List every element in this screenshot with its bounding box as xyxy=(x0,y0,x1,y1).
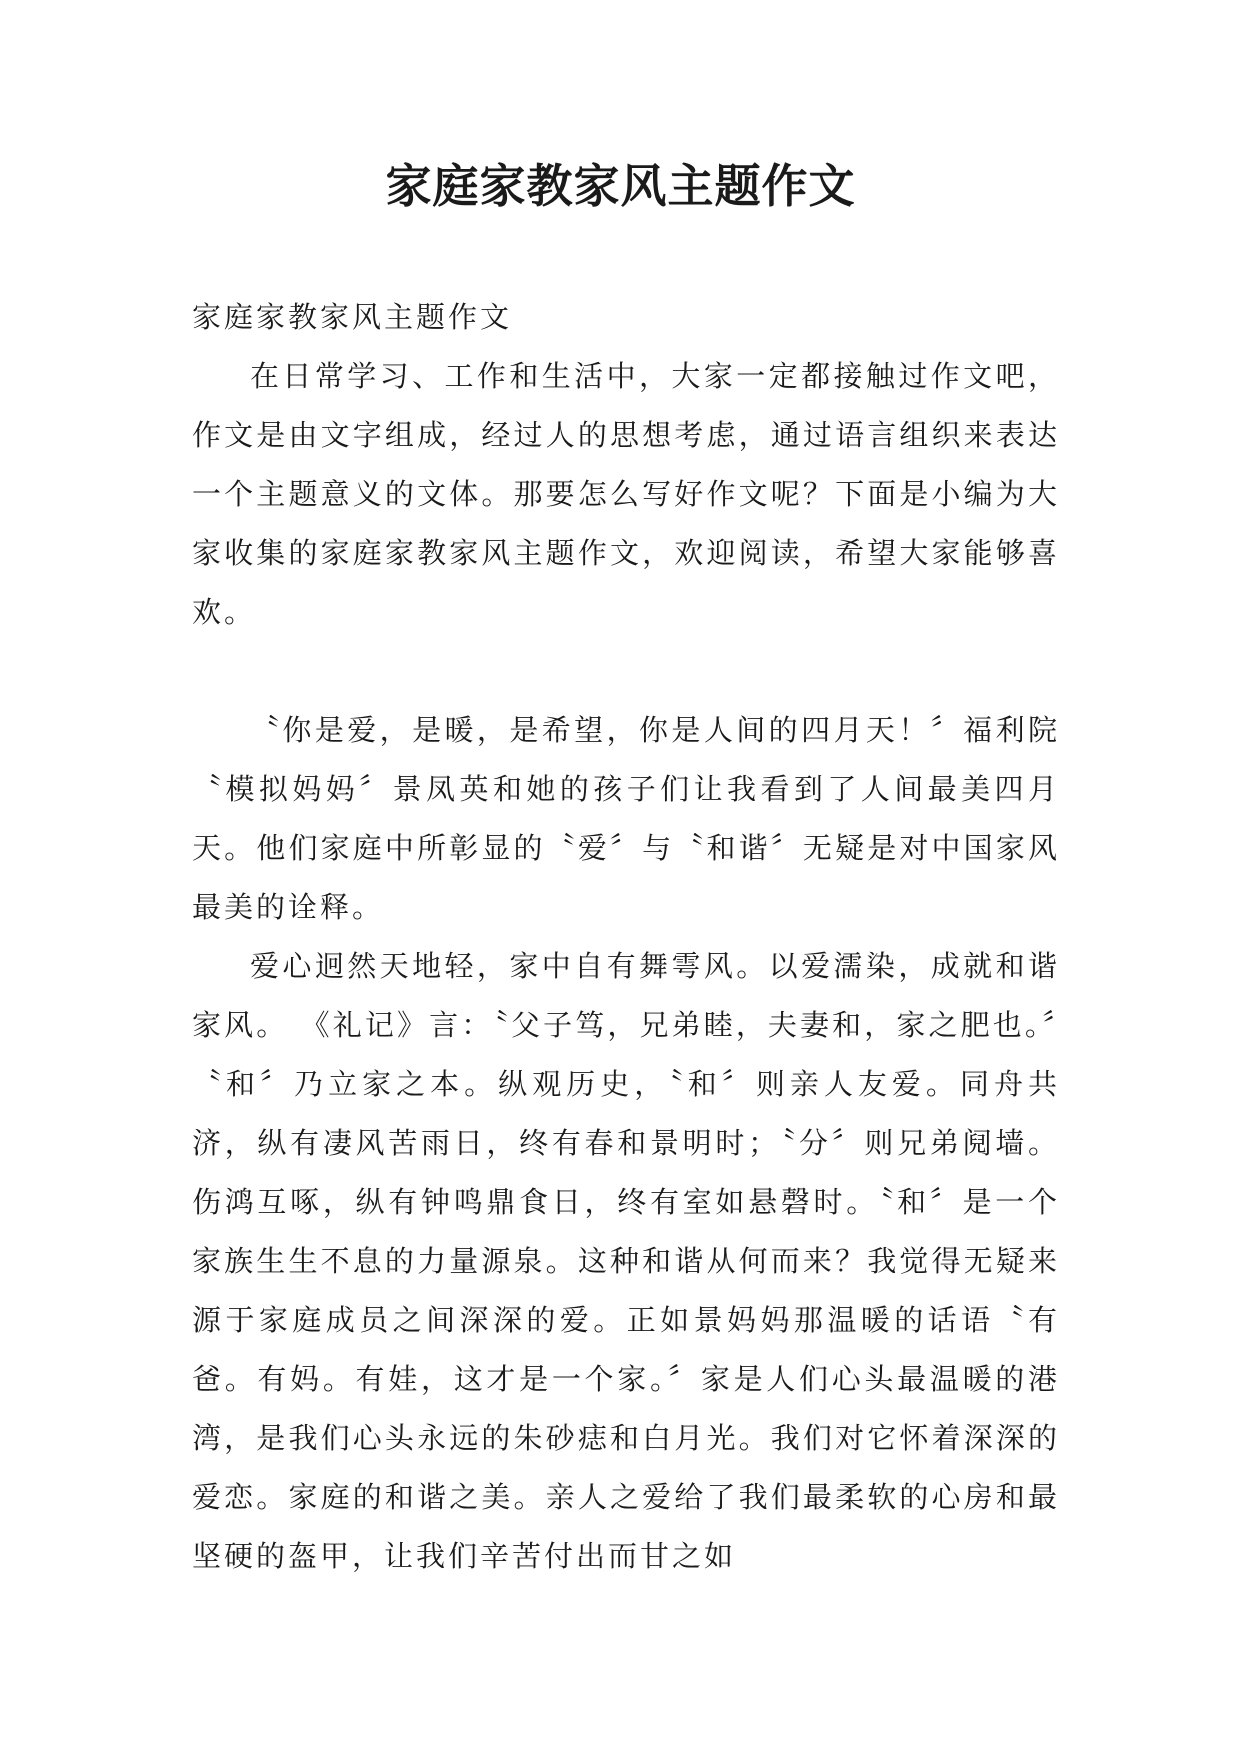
document-subheading: 家庭家教家风主题作文 xyxy=(192,300,513,334)
paragraph-harmony: 爱心迥然天地轻，家中自有舞雩风。以爱濡染，成就和谐家风。 《礼记》言：〝父子笃，兄弟睦，夫妻和，家之肥也。〞〝和〞乃立家之本。纵观历史，〝和〞则亲人友爱。同舟共济，纵有凄风苦雨日，终有春和景明时；〝分〞则兄弟阋墙。伤鸿互啄，纵有钟鸣鼎食日，终有室如悬磬时。〝和〞是一个家族生生不息的力量源泉。这种和谐从何而来？我觉得无疑来源于家庭成员之间深深的爱。正如景妈妈那温暖的话语〝有爸。有妈。有娃，这才是一个家。〞家是人们心头最温暖的港湾，是我们心头永远的朱砂痣和白月光。我们对它怀着深深的爱恋。家庭的和谐之美。亲人之爱给了我们最柔软的心房和最坚硬的盔甲，让我们辛苦付出而甘之如 xyxy=(192,949,1060,1573)
paragraph-spacer xyxy=(192,642,1060,701)
document-title: 家庭家教家风主题作文 xyxy=(385,159,856,213)
paragraph-intro: 在日常学习、工作和生活中，大家一定都接触过作文吧，作文是由文字组成，经过人的思想考虑，通过语言组织来表达一个主题意义的文体。那要怎么写好作文呢？下面是小编为大家收集的家庭家教家风主题作文，欢迎阅读，希望大家能够喜欢。 xyxy=(192,359,1060,629)
paragraph-quote: 〝你是爱，是暖，是希望，你是人间的四月天！〞福利院〝模拟妈妈〞景凤英和她的孩子们让我看到了人间最美四月天。他们家庭中所彰显的〝爱〞与〝和谐〞无疑是对中国家风最美的诠释。 xyxy=(192,713,1060,924)
document-body xyxy=(192,288,1060,1586)
